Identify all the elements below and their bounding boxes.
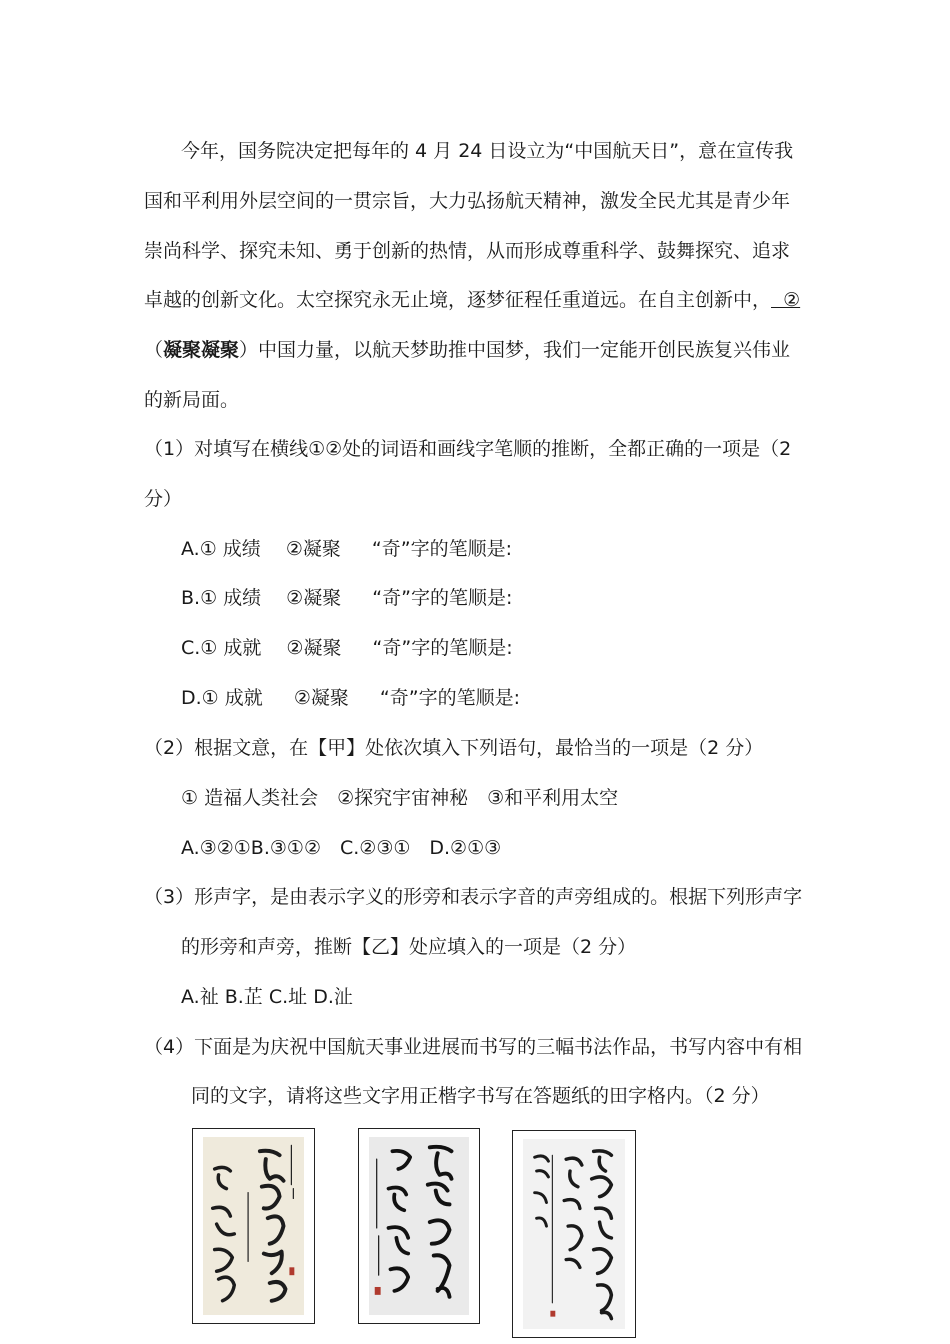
seal-stamp-1 bbox=[289, 1267, 294, 1275]
passage-line-2: 国和平利用外层空间的一贯宗旨，大力弘扬航天精神，激发全民尤其是青少年 bbox=[144, 190, 791, 212]
q3-stem-line-1: （3）形声字，是由表示字义的形旁和表示字音的声旁组成的。根据下列形声字 bbox=[144, 886, 803, 908]
calligraphy-strokes-1 bbox=[193, 1129, 314, 1323]
calligraphy-work-1 bbox=[192, 1128, 315, 1324]
q3-options: A.祉 B.芷 C.址 D.沚 bbox=[181, 986, 353, 1008]
q1-option-b: B.① 成绩 ②凝聚 “奇”字的笔顺是: bbox=[181, 587, 513, 609]
seal-stamp-2 bbox=[375, 1287, 381, 1295]
calligraphy-work-3 bbox=[512, 1130, 636, 1338]
bold-word: 凝聚凝聚 bbox=[163, 339, 240, 361]
calligraphy-work-2 bbox=[358, 1128, 480, 1324]
q1-option-c: C.① 成就 ②凝聚 “奇”字的笔顺是: bbox=[181, 637, 513, 659]
seal-stamp-3 bbox=[550, 1311, 555, 1317]
calligraphy-strokes-3 bbox=[513, 1131, 635, 1337]
q3-stem-line-2: 的形旁和声旁，推断【乙】处应填入的一项是（2 分） bbox=[181, 936, 637, 958]
q4-stem-line-1: （4）下面是为庆祝中国航天事业进展而书写的三幅书法作品，书写内容中有相 bbox=[144, 1036, 803, 1058]
q2-stem: （2）根据文意，在【甲】处依次填入下列语句，最恰当的一项是（2 分） bbox=[144, 737, 764, 759]
blank-2: ② bbox=[771, 289, 801, 311]
q4-stem-line-2: 同的文字，请将这些文字用正楷字书写在答题纸的田字格内。（2 分） bbox=[191, 1085, 770, 1107]
passage-line-5-rest: ）中国力量，以航天梦助推中国梦，我们一定能开创民族复兴伟业 bbox=[239, 339, 791, 361]
q2-options: A.③②①B.③①② C.②③① D.②①③ bbox=[181, 837, 502, 859]
q2-items: ① 造福人类社会 ②探究宇宙神秘 ③和平利用太空 bbox=[181, 787, 619, 809]
passage-line-5 bbox=[144, 338, 790, 362]
passage-line-4-text: 卓越的创新文化。太空探究永无止境，逐梦征程任重道远。在自主创新中， bbox=[144, 289, 772, 311]
q1-option-d: D.① 成就 ②凝聚 “奇”字的笔顺是: bbox=[181, 687, 521, 709]
passage-line-6: 的新局面。 bbox=[144, 389, 240, 411]
q1-option-a: A.① 成绩 ②凝聚 “奇”字的笔顺是: bbox=[181, 538, 513, 560]
passage-line-3: 崇尚科学、探究未知、勇于创新的热情，从而形成尊重科学、鼓舞探究、追求 bbox=[144, 240, 791, 262]
q1-stem-line-1: （1）对填写在横线①②处的词语和画线字笔顺的推断，全都正确的一项是（2 bbox=[144, 438, 792, 460]
passage-line-1: 今年，国务院决定把每年的 4 月 24 日设立为“中国航天日”，意在宣传我 bbox=[181, 140, 794, 162]
paren-open: （ bbox=[144, 339, 164, 361]
calligraphy-strokes-2 bbox=[359, 1129, 479, 1323]
q1-stem-line-2: 分） bbox=[144, 488, 183, 510]
passage-line-4 bbox=[144, 288, 800, 312]
